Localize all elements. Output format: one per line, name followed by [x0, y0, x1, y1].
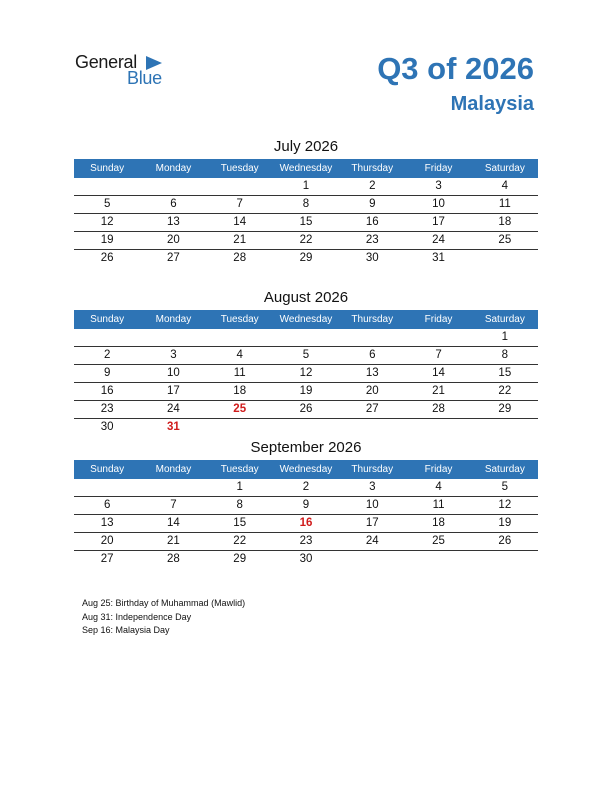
calendar-date: 23: [365, 234, 379, 246]
calendar-date: 11: [432, 499, 445, 511]
holiday-date: 16: [299, 517, 313, 529]
calendar-date: 15: [498, 367, 512, 379]
calendar-date: 28: [432, 403, 445, 415]
calendar-date: 3: [435, 180, 442, 192]
calendar-date: 21: [432, 385, 445, 397]
week-row: [74, 401, 538, 419]
week-row: [74, 479, 538, 497]
calendar-date: 13: [167, 216, 180, 228]
weekday-header: Monday: [155, 163, 192, 174]
calendar-date: 22: [233, 535, 247, 547]
calendar-date: 28: [167, 553, 180, 565]
weekday-header: Wednesday: [279, 464, 333, 475]
calendar-date: 22: [299, 234, 313, 246]
calendar-date: 11: [233, 367, 246, 379]
calendar-date: 30: [299, 553, 313, 565]
month-title: July 2026: [273, 138, 339, 155]
month-calendar: [74, 436, 538, 568]
calendar-date: 2: [369, 180, 376, 192]
calendar-date: 4: [501, 180, 509, 192]
country-name: Malaysia: [450, 93, 534, 115]
holiday-note: Sep 16: Malaysia Day: [82, 625, 170, 635]
calendar-date: [339, 419, 405, 436]
weekday-header: Saturday: [484, 163, 525, 174]
calendar-date: 24: [432, 234, 445, 246]
calendar-date: 7: [236, 198, 243, 210]
calendar-date: 23: [299, 535, 313, 547]
calendar-date: [207, 329, 273, 346]
calendar-date: 15: [299, 216, 313, 228]
weekday-header: Tuesday: [220, 163, 259, 174]
calendar-date: 17: [365, 517, 379, 529]
weekday-header: Thursday: [351, 314, 394, 325]
week-row: [74, 232, 538, 250]
calendar-date: 15: [233, 517, 247, 529]
calendar-date: 20: [167, 234, 180, 246]
calendar-date: 1: [501, 331, 509, 343]
week-row: [74, 196, 538, 214]
calendar-date: 19: [100, 234, 114, 246]
weekday-header-row: [74, 159, 538, 178]
month-grid: [74, 479, 538, 568]
weekday-header: Monday: [155, 314, 192, 325]
calendar-date: 27: [365, 403, 379, 415]
calendar-date: 12: [100, 216, 114, 228]
calendar-date: [140, 329, 206, 346]
week-row: [74, 383, 538, 401]
holiday-note: Aug 25: Birthday of Muhammad (Mawlid): [82, 598, 246, 608]
week-row: [74, 419, 538, 436]
calendar-date: [74, 329, 140, 346]
calendar-date: 2: [302, 481, 310, 493]
calendar-date: 12: [299, 367, 313, 379]
calendar-date: 19: [299, 385, 313, 397]
week-row: [74, 533, 538, 551]
calendar-date: 16: [365, 216, 379, 228]
calendar-date: 20: [365, 385, 379, 397]
logo-text-general: General: [75, 52, 137, 72]
calendar-date: 9: [369, 198, 376, 210]
week-row: [74, 329, 538, 347]
weekday-header: Tuesday: [220, 464, 259, 475]
calendar-date: 6: [103, 499, 111, 511]
weekday-header: Friday: [424, 314, 453, 325]
calendar-date: 17: [432, 216, 445, 228]
holiday-date: 25: [233, 403, 247, 415]
calendar-date: 1: [236, 481, 243, 493]
calendar-date: 7: [435, 349, 442, 361]
calendar-date: 26: [498, 535, 512, 547]
week-row: [74, 497, 538, 515]
calendar-date: [140, 178, 206, 195]
calendar-date: [207, 419, 273, 436]
weekday-header: Friday: [424, 163, 453, 174]
holiday-note: Aug 31: Independence Day: [82, 611, 192, 622]
calendar-date: [273, 329, 339, 346]
week-row: [74, 250, 538, 267]
calendar-date: 4: [435, 481, 442, 493]
weekday-header: Saturday: [484, 314, 525, 325]
month-grid: [74, 329, 538, 436]
weekday-header-row: [74, 460, 538, 479]
calendar-date: [339, 551, 405, 568]
calendar-date: [472, 419, 538, 436]
calendar-date: 20: [100, 535, 114, 547]
weekday-header: Friday: [424, 464, 453, 475]
weekday-header: Tuesday: [220, 314, 259, 325]
calendar-date: 29: [498, 403, 512, 415]
calendar-date: 5: [302, 349, 310, 361]
calendar-date: 29: [299, 252, 313, 264]
calendar-date: 12: [498, 499, 512, 511]
calendar-date: 13: [100, 517, 114, 529]
calendar-date: 5: [501, 481, 509, 493]
weekday-header: Sunday: [90, 314, 125, 325]
calendar-date: [472, 551, 538, 568]
calendar-date: 18: [233, 385, 247, 397]
calendar-date: 9: [302, 499, 310, 511]
page-title: Q3 of 2026: [377, 51, 534, 86]
calendar-date: [405, 551, 471, 568]
calendar-date: 8: [302, 198, 310, 210]
weekday-header: Wednesday: [279, 163, 333, 174]
calendar-date: 7: [170, 499, 177, 511]
month-calendar: [74, 286, 538, 436]
weekday-header-row: [74, 310, 538, 329]
week-row: [74, 347, 538, 365]
calendar-date: 6: [369, 349, 376, 361]
calendar-date: 25: [432, 535, 445, 547]
calendar-date: 3: [369, 481, 376, 493]
calendar-date: 27: [100, 553, 114, 565]
calendar-date: 19: [498, 517, 512, 529]
calendar-date: 2: [103, 349, 111, 361]
calendar-date: 31: [432, 252, 445, 264]
calendar-date: 30: [100, 421, 114, 433]
calendar-date: [405, 329, 471, 346]
week-row: [74, 551, 538, 568]
calendar-date: 6: [170, 198, 177, 210]
calendar-date: 26: [299, 403, 313, 415]
holiday-notes: [82, 597, 245, 638]
calendar-date: [339, 329, 405, 346]
calendar-date: 24: [167, 403, 180, 415]
logo: [75, 52, 185, 92]
logo-text-blue: Blue: [127, 68, 162, 88]
calendar-date: 18: [498, 216, 512, 228]
month-title: August 2026: [263, 289, 349, 306]
calendar-date: 21: [167, 535, 180, 547]
calendar-date: [74, 479, 140, 496]
calendar-date: 18: [432, 517, 445, 529]
calendar-date: 4: [236, 349, 243, 361]
calendar-date: 10: [365, 499, 379, 511]
calendar-date: 29: [233, 553, 247, 565]
week-row: [74, 515, 538, 533]
month-title: September 2026: [250, 439, 362, 456]
calendar-date: 16: [100, 385, 114, 397]
week-row: [74, 214, 538, 232]
calendar-date: 9: [103, 367, 111, 379]
weekday-header: Saturday: [484, 464, 525, 475]
calendar-date: 28: [233, 252, 247, 264]
month-grid: [74, 178, 538, 267]
weekday-header: Wednesday: [279, 314, 333, 325]
calendar-date: [74, 178, 140, 195]
calendar-date: [472, 250, 538, 267]
calendar-date: 14: [432, 367, 445, 379]
calendar-date: 13: [365, 367, 379, 379]
calendar-date: 26: [100, 252, 114, 264]
calendar-date: 8: [236, 499, 243, 511]
week-row: [74, 365, 538, 383]
calendar-date: 10: [432, 198, 445, 210]
calendar-date: 27: [167, 252, 180, 264]
calendar-date: 23: [100, 403, 114, 415]
calendar-date: [207, 178, 273, 195]
calendar-date: [405, 419, 471, 436]
calendar-date: 11: [498, 198, 511, 210]
holiday-date: 31: [167, 421, 180, 433]
calendar-date: 25: [498, 234, 512, 246]
weekday-header: Sunday: [90, 163, 125, 174]
calendar-date: 5: [103, 198, 111, 210]
month-calendar: [74, 135, 538, 267]
calendar-date: 30: [365, 252, 379, 264]
calendar-date: 8: [501, 349, 509, 361]
calendar-date: 17: [167, 385, 180, 397]
week-row: [74, 178, 538, 196]
weekday-header: Monday: [155, 464, 192, 475]
calendar-date: 22: [498, 385, 512, 397]
calendar-date: [273, 419, 339, 436]
calendar-date: 21: [233, 234, 247, 246]
calendar-date: 14: [167, 517, 180, 529]
weekday-header: Thursday: [351, 163, 394, 174]
calendar-date: [140, 479, 206, 496]
calendar-date: 3: [170, 349, 177, 361]
calendar-date: 24: [365, 535, 379, 547]
weekday-header: Thursday: [351, 464, 394, 475]
calendar-date: 14: [233, 216, 247, 228]
weekday-header: Sunday: [90, 464, 125, 475]
calendar-date: 1: [302, 180, 310, 192]
calendar-date: 10: [167, 367, 180, 379]
